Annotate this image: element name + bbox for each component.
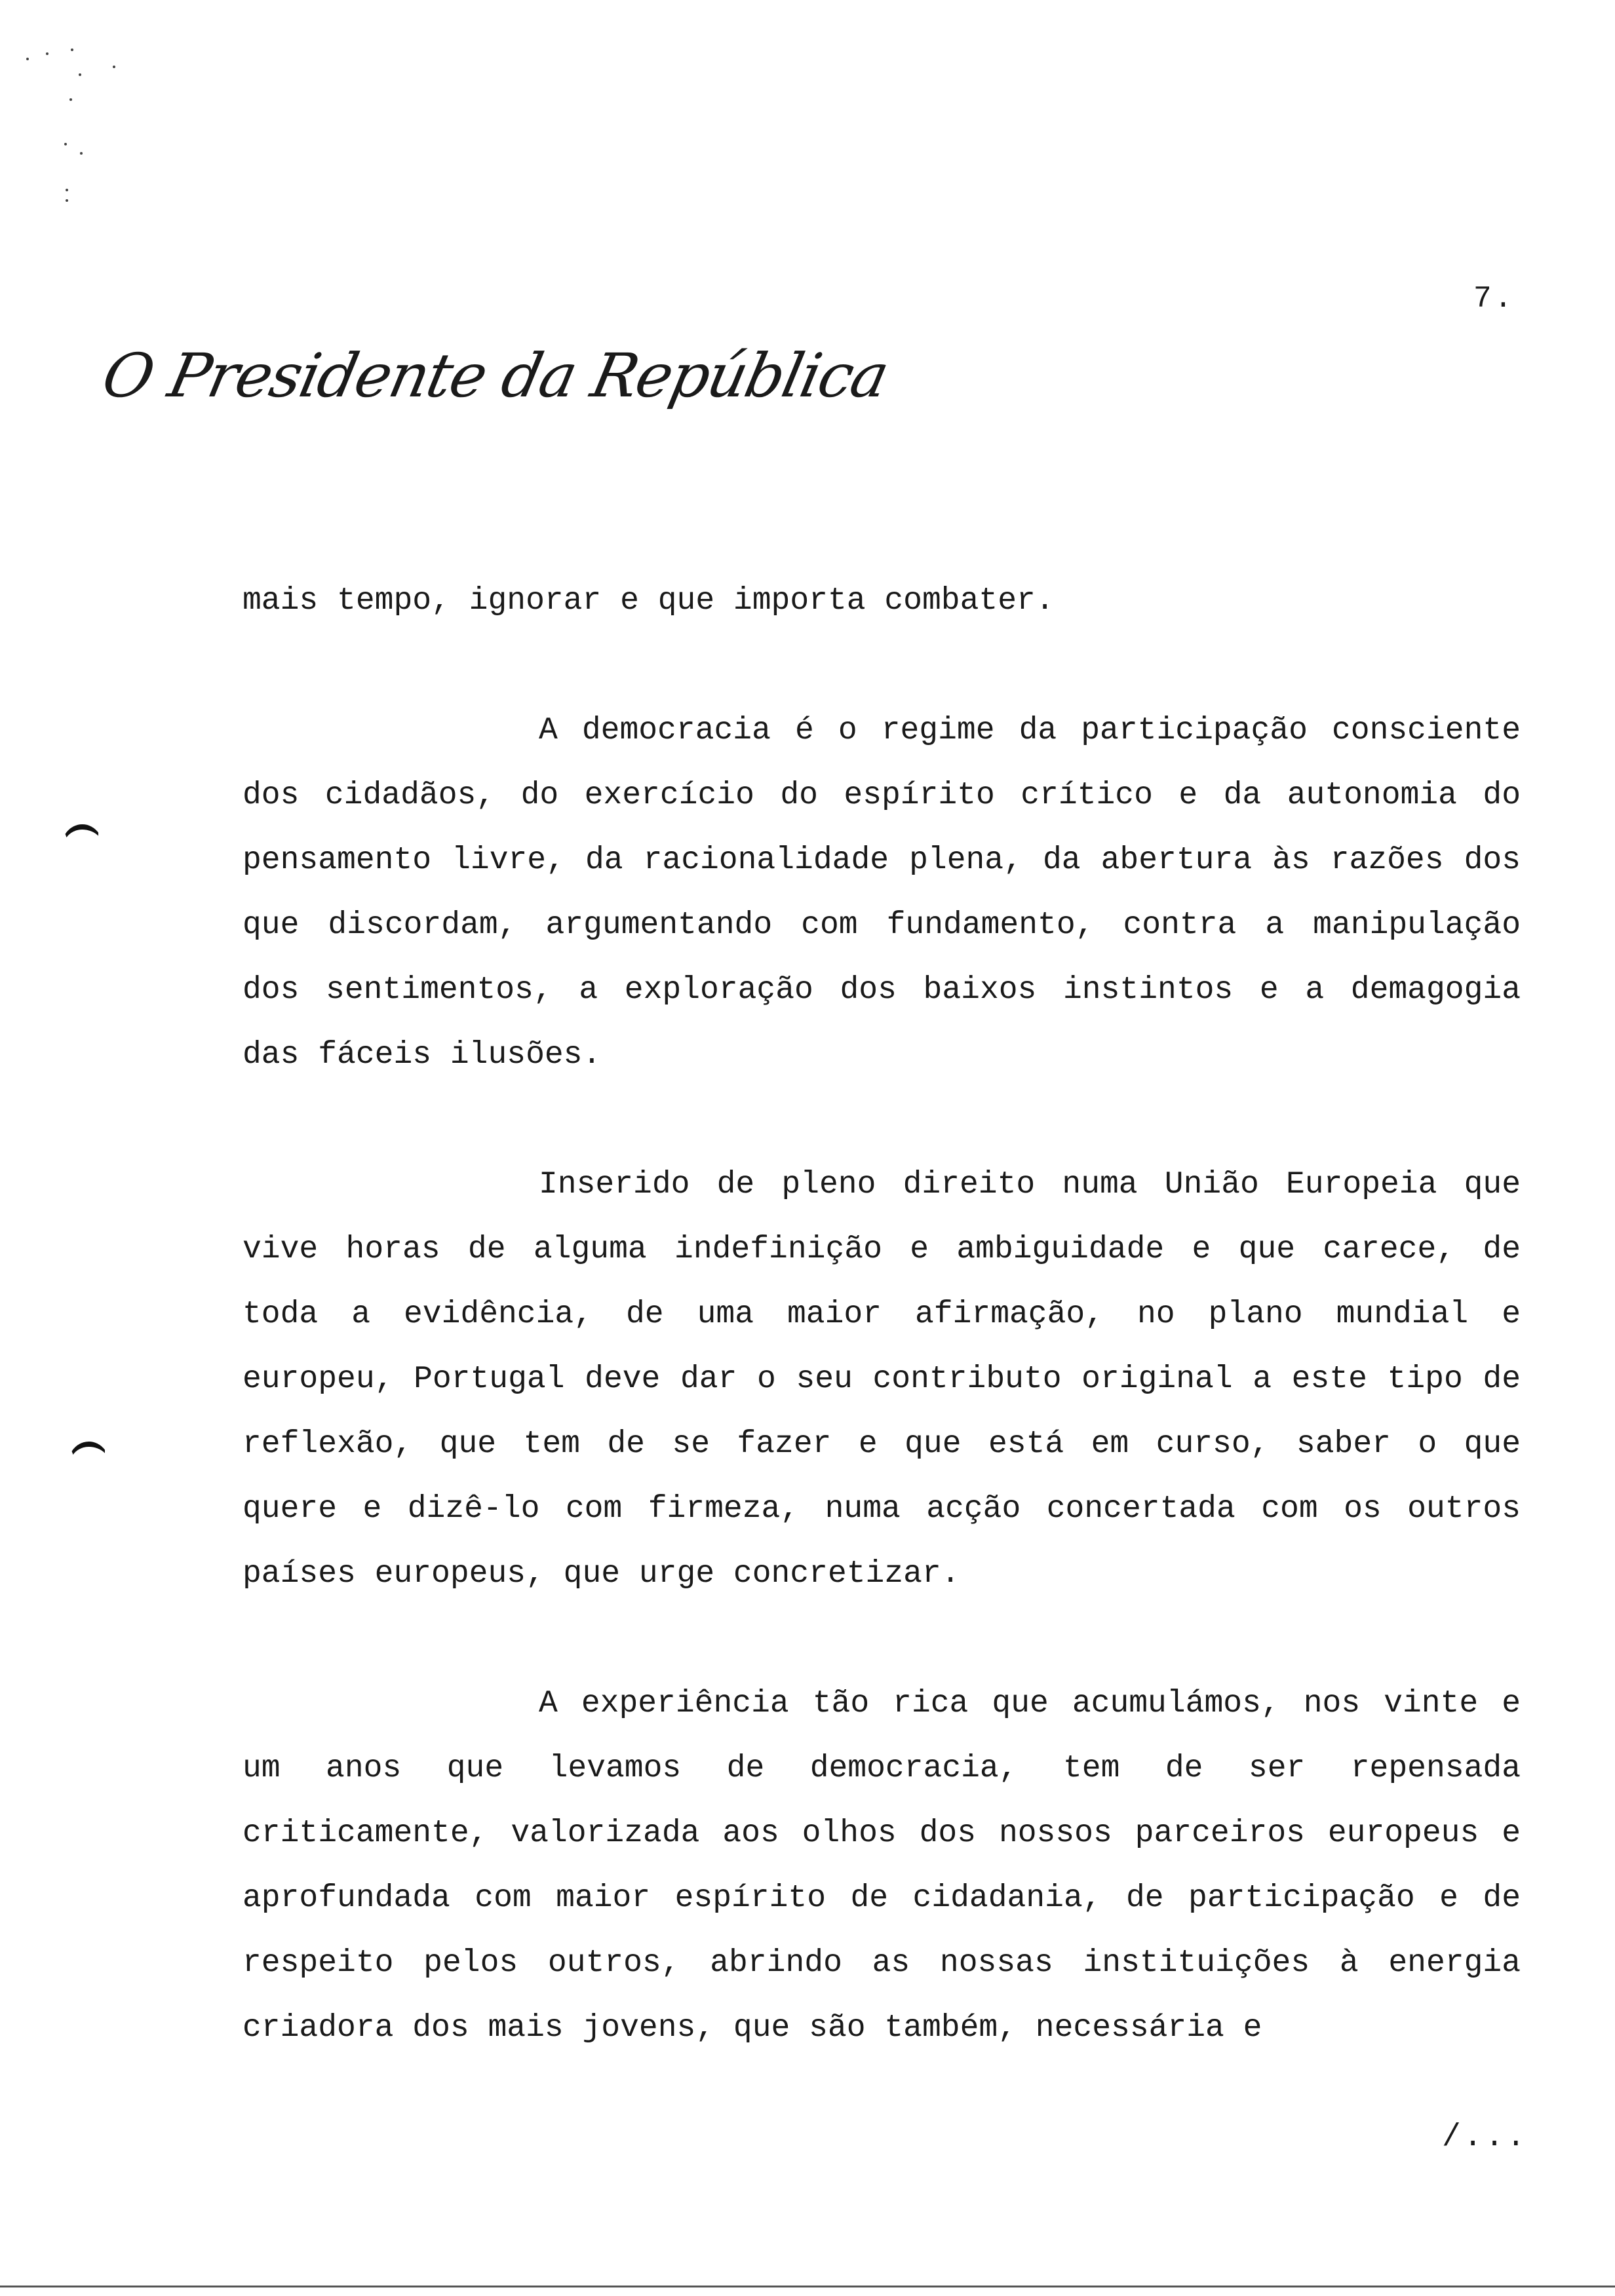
paragraph: mais tempo, ignorar e que importa combater.: [243, 583, 1055, 619]
paragraph: Inserido de pleno direito numa União Europeia que vive horas de alguma indefinição e ambiguidade e que carece, de toda a evidência, de uma maior afirmação, no plano mundial e europeu, Portugal deve dar o seu contributo original a este tipo de reflexão, que tem de se fazer e que está em curso, saber o que quere e dizê-lo com firmeza, numa acção concertada com os outros países europeus, que urge concretizar.: [243, 1167, 1521, 1592]
punch-hole-mark: [59, 819, 98, 845]
paragraph: A democracia é o regime da participação consciente dos cidadãos, do exercício do espírito crítico e da autonomia do pensamento livre, da racionalidade plena, da abertura às razões dos que discordam, argumentando com fundamento, contra a manipulação dos sentimentos, a exploração dos baixos instintos e a demagogia das fáceis ilusões.: [243, 713, 1521, 1073]
scan-speck: [66, 189, 68, 191]
page-edge-line: [0, 2286, 1615, 2287]
scan-speck: [113, 66, 115, 68]
document-body: [243, 569, 1521, 2061]
scan-speck: [64, 143, 67, 145]
scan-speck: [80, 152, 83, 155]
scan-speck: [26, 58, 29, 60]
scan-speck: [66, 199, 68, 202]
scan-speck: [71, 48, 73, 51]
continuation-marker: /...: [1442, 2120, 1528, 2155]
scan-speck: [79, 73, 81, 76]
letterhead-title: O Presidente da República: [96, 341, 894, 411]
scan-speck: [69, 98, 72, 101]
scan-speck: [46, 52, 49, 55]
page-number: 7.: [1473, 282, 1515, 316]
punch-hole-mark: [66, 1436, 105, 1463]
paragraph: A experiência tão rica que acumulámos, nos vinte e um anos que levamos de democracia, tem de ser repensada criticamente, valorizada aos olhos dos nossos parceiros europeus e aprofundada com maior espírito de cidadania, de participação e de respeito pelos outros, abrindo as nossas instituições à energia criadora dos mais jovens, que são também, necessária e: [243, 1686, 1521, 2046]
